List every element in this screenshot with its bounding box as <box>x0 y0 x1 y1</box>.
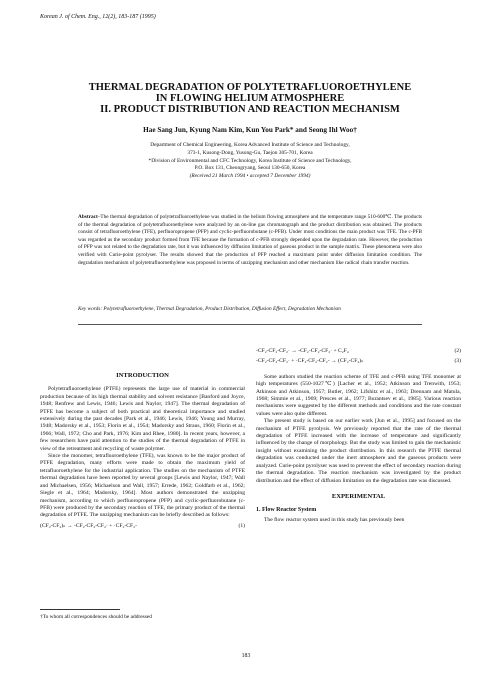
equation-1 <box>40 523 245 530</box>
affiliations <box>40 142 460 181</box>
intro-paragraph: Polytetrafluoroethylene (PTFE) represents the large use of material in commercial production because of its high thermal stability and solvent resistance [Banford and Joyce, 1948; Renfrew and Lewis, 1946; Lewis and Naylor, 1947]. The thermal degradation of PTFE has become a subject of both practical and theoretical importance and studied extensively during the past decades [Park et al., 1946; Lewis, 1946; Young and Murray, 1948; Madorsky et al., 1953; Florin et al., 1954; Madorsky and Straus, 1960; Florin et al., 1966; Wall, 1972; Cho and Park, 1976; Kim and Rhee, 1980]. In recent years, however, a few researchers have paid attention to the studies of the thermal degradation of PTFE in view of the retreatment and recycling of waste polymer. <box>40 386 245 452</box>
paper-title <box>40 82 460 115</box>
affiliation-line: 373-1, Kusong-Dong, Yusong-Gu, Taejon 305-701, Korea <box>187 149 313 156</box>
abstract <box>78 214 422 267</box>
experimental-heading: EXPERIMENTAL <box>331 492 386 500</box>
intro-heading: INTRODUCTION <box>116 372 169 379</box>
equation-3 <box>256 358 461 365</box>
abstract-label: Abstract <box>78 214 98 220</box>
equation-2 <box>256 348 461 355</box>
title-line: IN FLOWING HELIUM ATMOSPHERE <box>155 93 345 104</box>
affiliation-line: Department of Chemical Engineering, Korea Advanced Institute of Science and Technology, <box>150 142 350 148</box>
equation-number: (2) <box>454 348 461 354</box>
title-line: II. PRODUCT DISTRIBUTION AND REACTION MECHANISM <box>100 104 400 115</box>
author-list: Hae Sang Jun, Kyung Nam Kim, Kun You Park* and Seong Ihl Woo† <box>143 126 357 134</box>
right-column <box>256 345 461 524</box>
keywords-text: Polytetrafluoroethylene, Thermal Degradation, Product Distribution, Diffusion Effect, Degradation Mechanism <box>103 306 341 312</box>
left-column <box>40 372 245 533</box>
revision-dates: (Received 21 March 1994 • accepted 7 December 1994) <box>189 173 311 180</box>
keywords <box>78 306 422 314</box>
section-divider <box>78 324 422 325</box>
footnote-rule <box>40 609 120 610</box>
affiliation-line: *Division of Environmental and CFC Technology, Korea Institute of Science and Technology, <box>148 157 352 164</box>
equation-number: (1) <box>238 522 245 529</box>
keywords-label: Key words: <box>78 306 103 312</box>
body-paragraph: The present study is based on our earlier work [Jun et al., 1995] and focused on the mechanism of PTFE pyrolysis. We previously reported that the rate of the thermal degradation of PTFE increased with the increase of temperature and significantly influenced by the change of morphology. But the study was limited to gain the mechanistic insight without examining the product distribution. In this research the PTFE thermal degradation was conducted under the inert atmosphere and the gaseous products were analyzed. Curie-point pyrolyser was used to prevent the effect of secondary reaction during the thermal degradation. The reaction mechanism was investigated by the product distribution and the effect of diffusion limitation on the degradation rate was discussed. <box>256 418 461 484</box>
equation-expression: -CF₂-CF₂-CF₂· → -CF₂-CF₂-CF₂· + C₂F₄ <box>256 348 349 354</box>
intro-paragraph: Since the monomer, tetrafluoroethylene (TFE), was known to be the major product of PTFE degradation, many efforts were made to obtain the maximum yield of tetrafluoroethylene for the industrial application. The studies on the mechanism of PTFE thermal degradation have been reported by several groups [Lewis and Naylor, 1947; Wall and Michaelsen, 1956; Michaelson and Wall, 1957; Errede, 1962; Goldfarb et al., 1962; Siegle et al., 1964; Madorsky, 1964]. Most authors demonstrated the unzipping mechanism, according to which perfluoropropene (PFP) and cyclic-perfluorobutane (c-PFB) were produced by the secondary reaction of TFE, the primary product of the thermal degradation of PTFE. The unzipping mechanism can be briefly described as follows: <box>40 453 245 519</box>
affiliation-line: P.O. Box 131, Cheongryang, Seoul 130-650, Korea <box>194 165 306 172</box>
footnote: †To whom all correspondences should be addressed <box>40 614 152 620</box>
journal-header: Korean J. of Chem. Eng., 12(2), 183-187 (1995) <box>40 14 156 20</box>
abstract-text: –The thermal degradation of polytetrafluoroethylene was studied in the helium flowing atmosphere and the temperature range 510-600℃. The products of the thermal degradation of polytetrafluoroethylene were analyzed by an on-line gas chromatograph and the product distribution was obtained. The products consist of tetrafluoroethylene (TFE), perfluoropropene (PFP) and cyclic-perfluorobutane (c-PFB). Under most conditions the main product was TFE. The c-PFB was regarded as the secondary product formed from TFE because the formation of c-PFB strongly depended upon the degradation rate. However, the production of PFP was not related to the degradation rate, but it was influenced by diffusion limitation of gaseous product in the sample matrix. These phenomena were also verified with Curie-point pyrolyser. The results showed that the production of PFP reached a maximum point under diffusion limitation condition. The degradation mechanism of polytetrafluoroethylene was proposed in terms of unzipping mechanism and other mechanism like radical chain transfer reaction. <box>78 214 422 266</box>
equation-expression: -CF₂-CF₂-CF₂· + ·CF₂-CF₂-CF₂- → (CF₂-CF₂)ₙ <box>256 358 364 365</box>
title-line: THERMAL DEGRADATION OF POLYTETRAFLUOROETHYLENE <box>88 82 412 93</box>
equation-expression: (CF₂-CF₂)ₙ → -CF₂-CF₂-CF₂· + ·CF₂-CF₂- <box>40 522 137 529</box>
body-paragraph: The flow reactor system used in this study has previously been <box>264 516 405 523</box>
body-paragraph: Some authors studied the reaction scheme of TFE and c-PFB using TFE monomer at high temperatures (550-1027℃) [Lacher et al., 1952; Atkinson and Trenwith, 1953; Atkinson and Atkinson, 1957; Butler, 1962; Lifshitz et al., 1963; Drennam and Matula, 1968; Simmie et al., 1969; Presces et al., 1977; Burantsev et al., 1985]. Various reaction mechanisms were suggested by the different methods and conditions and the rate constant values were also quite different. <box>256 373 461 417</box>
subsection-heading: 1. Flow Reactor System <box>256 507 317 514</box>
equation-number: (3) <box>454 358 461 365</box>
page-number: 183 <box>241 653 251 659</box>
